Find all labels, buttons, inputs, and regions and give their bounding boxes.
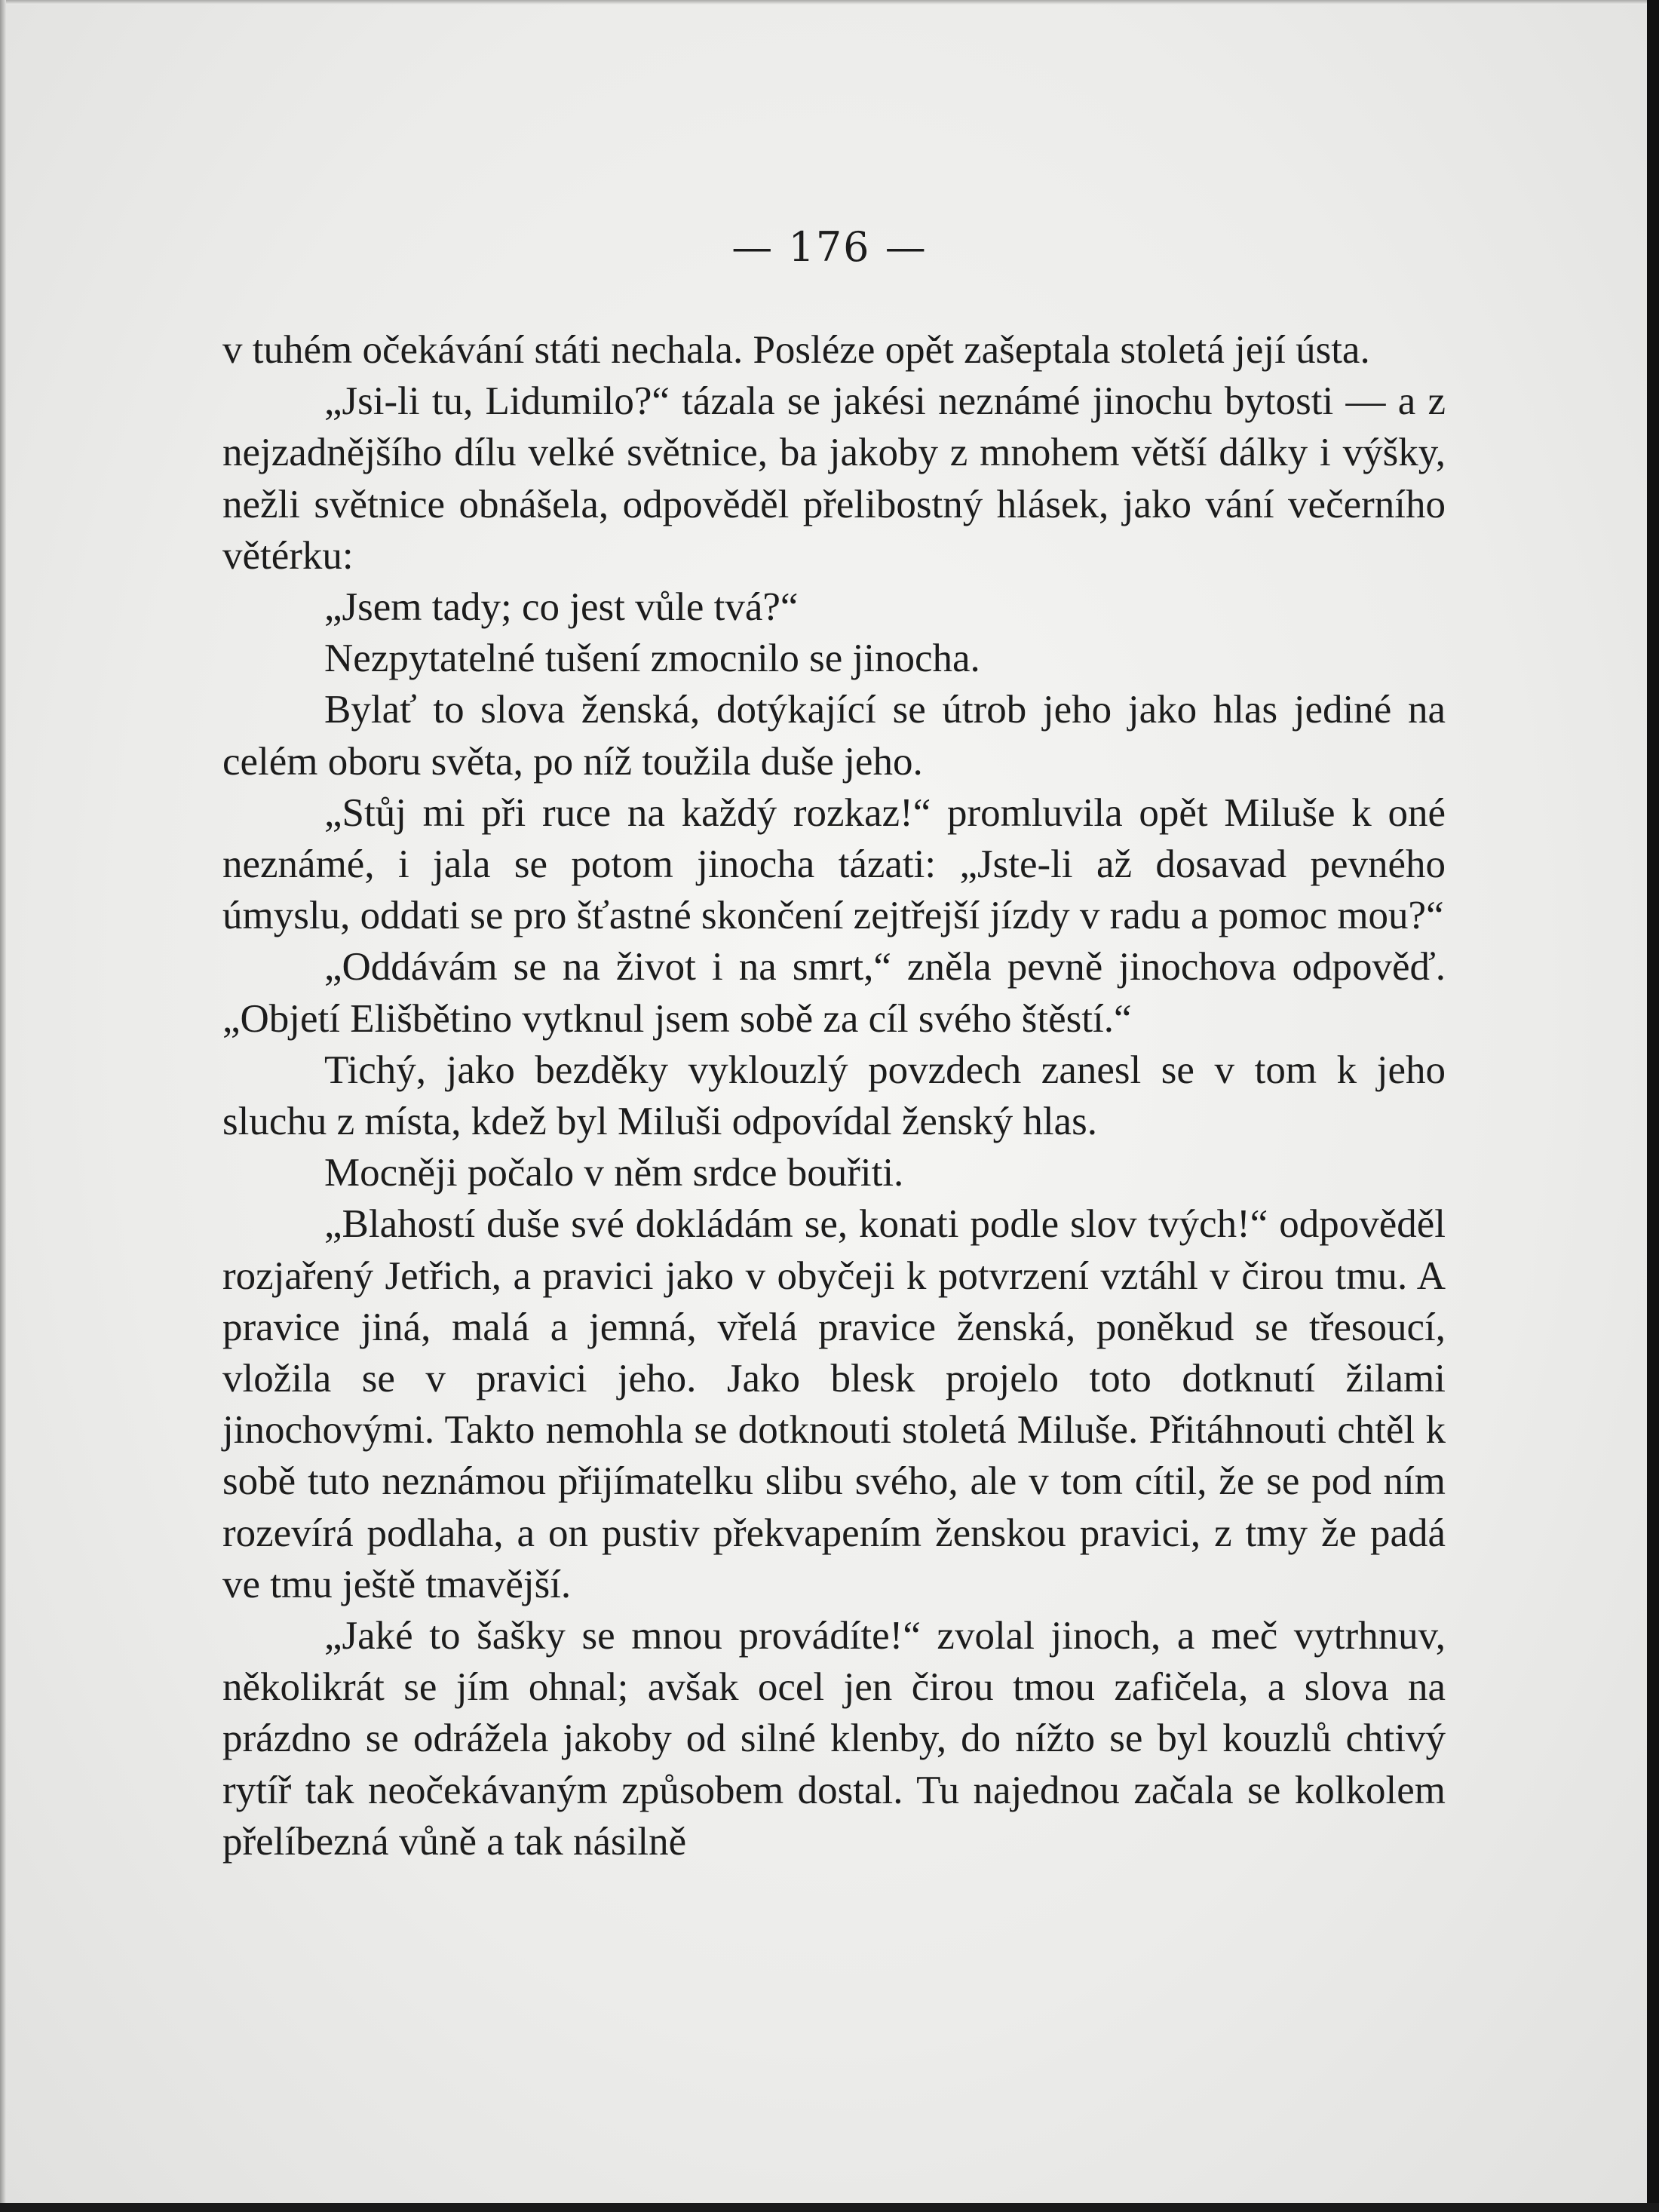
paragraph-6: „Stůj mi při ruce na každý rozkaz!“ promluvila opět Miluše k oné neznámé, i jala se potom jinocha tázati: „Jste-li až dosavad pevného úmyslu, oddati se pro šťastné skončení zejtřejší jízdy v radu a pomoc mou?“ — [222, 790, 1446, 938]
paragraph-4: Nezpytatelné tušení zmocnilo se jinocha. — [324, 637, 980, 681]
paragraph-11: „Jaké to šašky se mnou provádíte!“ zvolal jinoch, a meč vytrhnuv, několikrát se jím ohnal; avšak ocel jen čirou tmou zafičela, a slova na prázdno se odrážela jakoby od silné klenby, do nížto se byl kouzlů chtivý rytíř tak neočekávaným způsobem dostal. Tu najednou začala se kolkolem přelíbezná vůně a tak násilně — [222, 1614, 1446, 1864]
paragraph-1: v tuhém očekávání státi nechala. Posléze opět zašeptala stoletá její ústa. — [222, 328, 1370, 372]
scan-edge-right — [1647, 0, 1659, 2212]
paragraph-9: Mocněji počalo v něm srdce bouřiti. — [324, 1151, 904, 1195]
page-number: — 176 — — [731, 223, 928, 271]
paragraph-5: Bylať to slova ženská, dotýkající se útrob jeho jako hlas jediné na celém oboru světa, po níž toužila duše jeho. — [222, 688, 1446, 784]
body-text — [222, 324, 1446, 1867]
scan-edge-bottom — [0, 2203, 1659, 2212]
paragraph-3: „Jsem tady; co jest vůle tvá?“ — [324, 585, 799, 630]
paragraph-2: „Jsi-li tu, Lidumilo?“ tázala se jakési neznámé jinochu bytosti — a z nejzadnějšího dílu velké světnice, ba jakoby z mnohem větší dálky i výšky, nežli světnice obnášela, odpověděl přelibostný hlásek, jako vání večerního větérku: — [222, 379, 1446, 578]
scan-edge-top — [0, 0, 1659, 5]
paragraph-8: Tichý, jako bezděky vyklouzlý povzdech zanesl se v tom k jeho sluchu z místa, kdež byl Miluši odpovídal ženský hlas. — [222, 1048, 1446, 1144]
paragraph-10: „Blahostí duše své dokládám se, konati podle slov tvých!“ odpověděl rozjařený Jetřich, a pravici jako v obyčeji k potvrzení vztáhl v čirou tmu. A pravice jiná, malá a jemná, vřelá pravice ženská, poněkud se třesoucí, vložila se v pravici jeho. Jako blesk projelo toto dotknutí žilami jinochovými. Takto nemohla se dotknouti stoletá Miluše. Přitáhnouti chtěl k sobě tuto neznámou přijímatelku slibu svého, ale v tom cítil, že se pod ním rozevírá podlaha, a on pustiv překvapením ženskou pravici, z tmy že padá ve tmu ještě tmavější. — [222, 1202, 1446, 1606]
paragraph-7: „Oddávám se na život i na smrt,“ zněla pevně jinochova odpověď. „Objetí Elišbětino vytknul jsem sobě za cíl svého štěstí.“ — [222, 945, 1446, 1041]
scan-edge-left — [0, 0, 6, 2212]
